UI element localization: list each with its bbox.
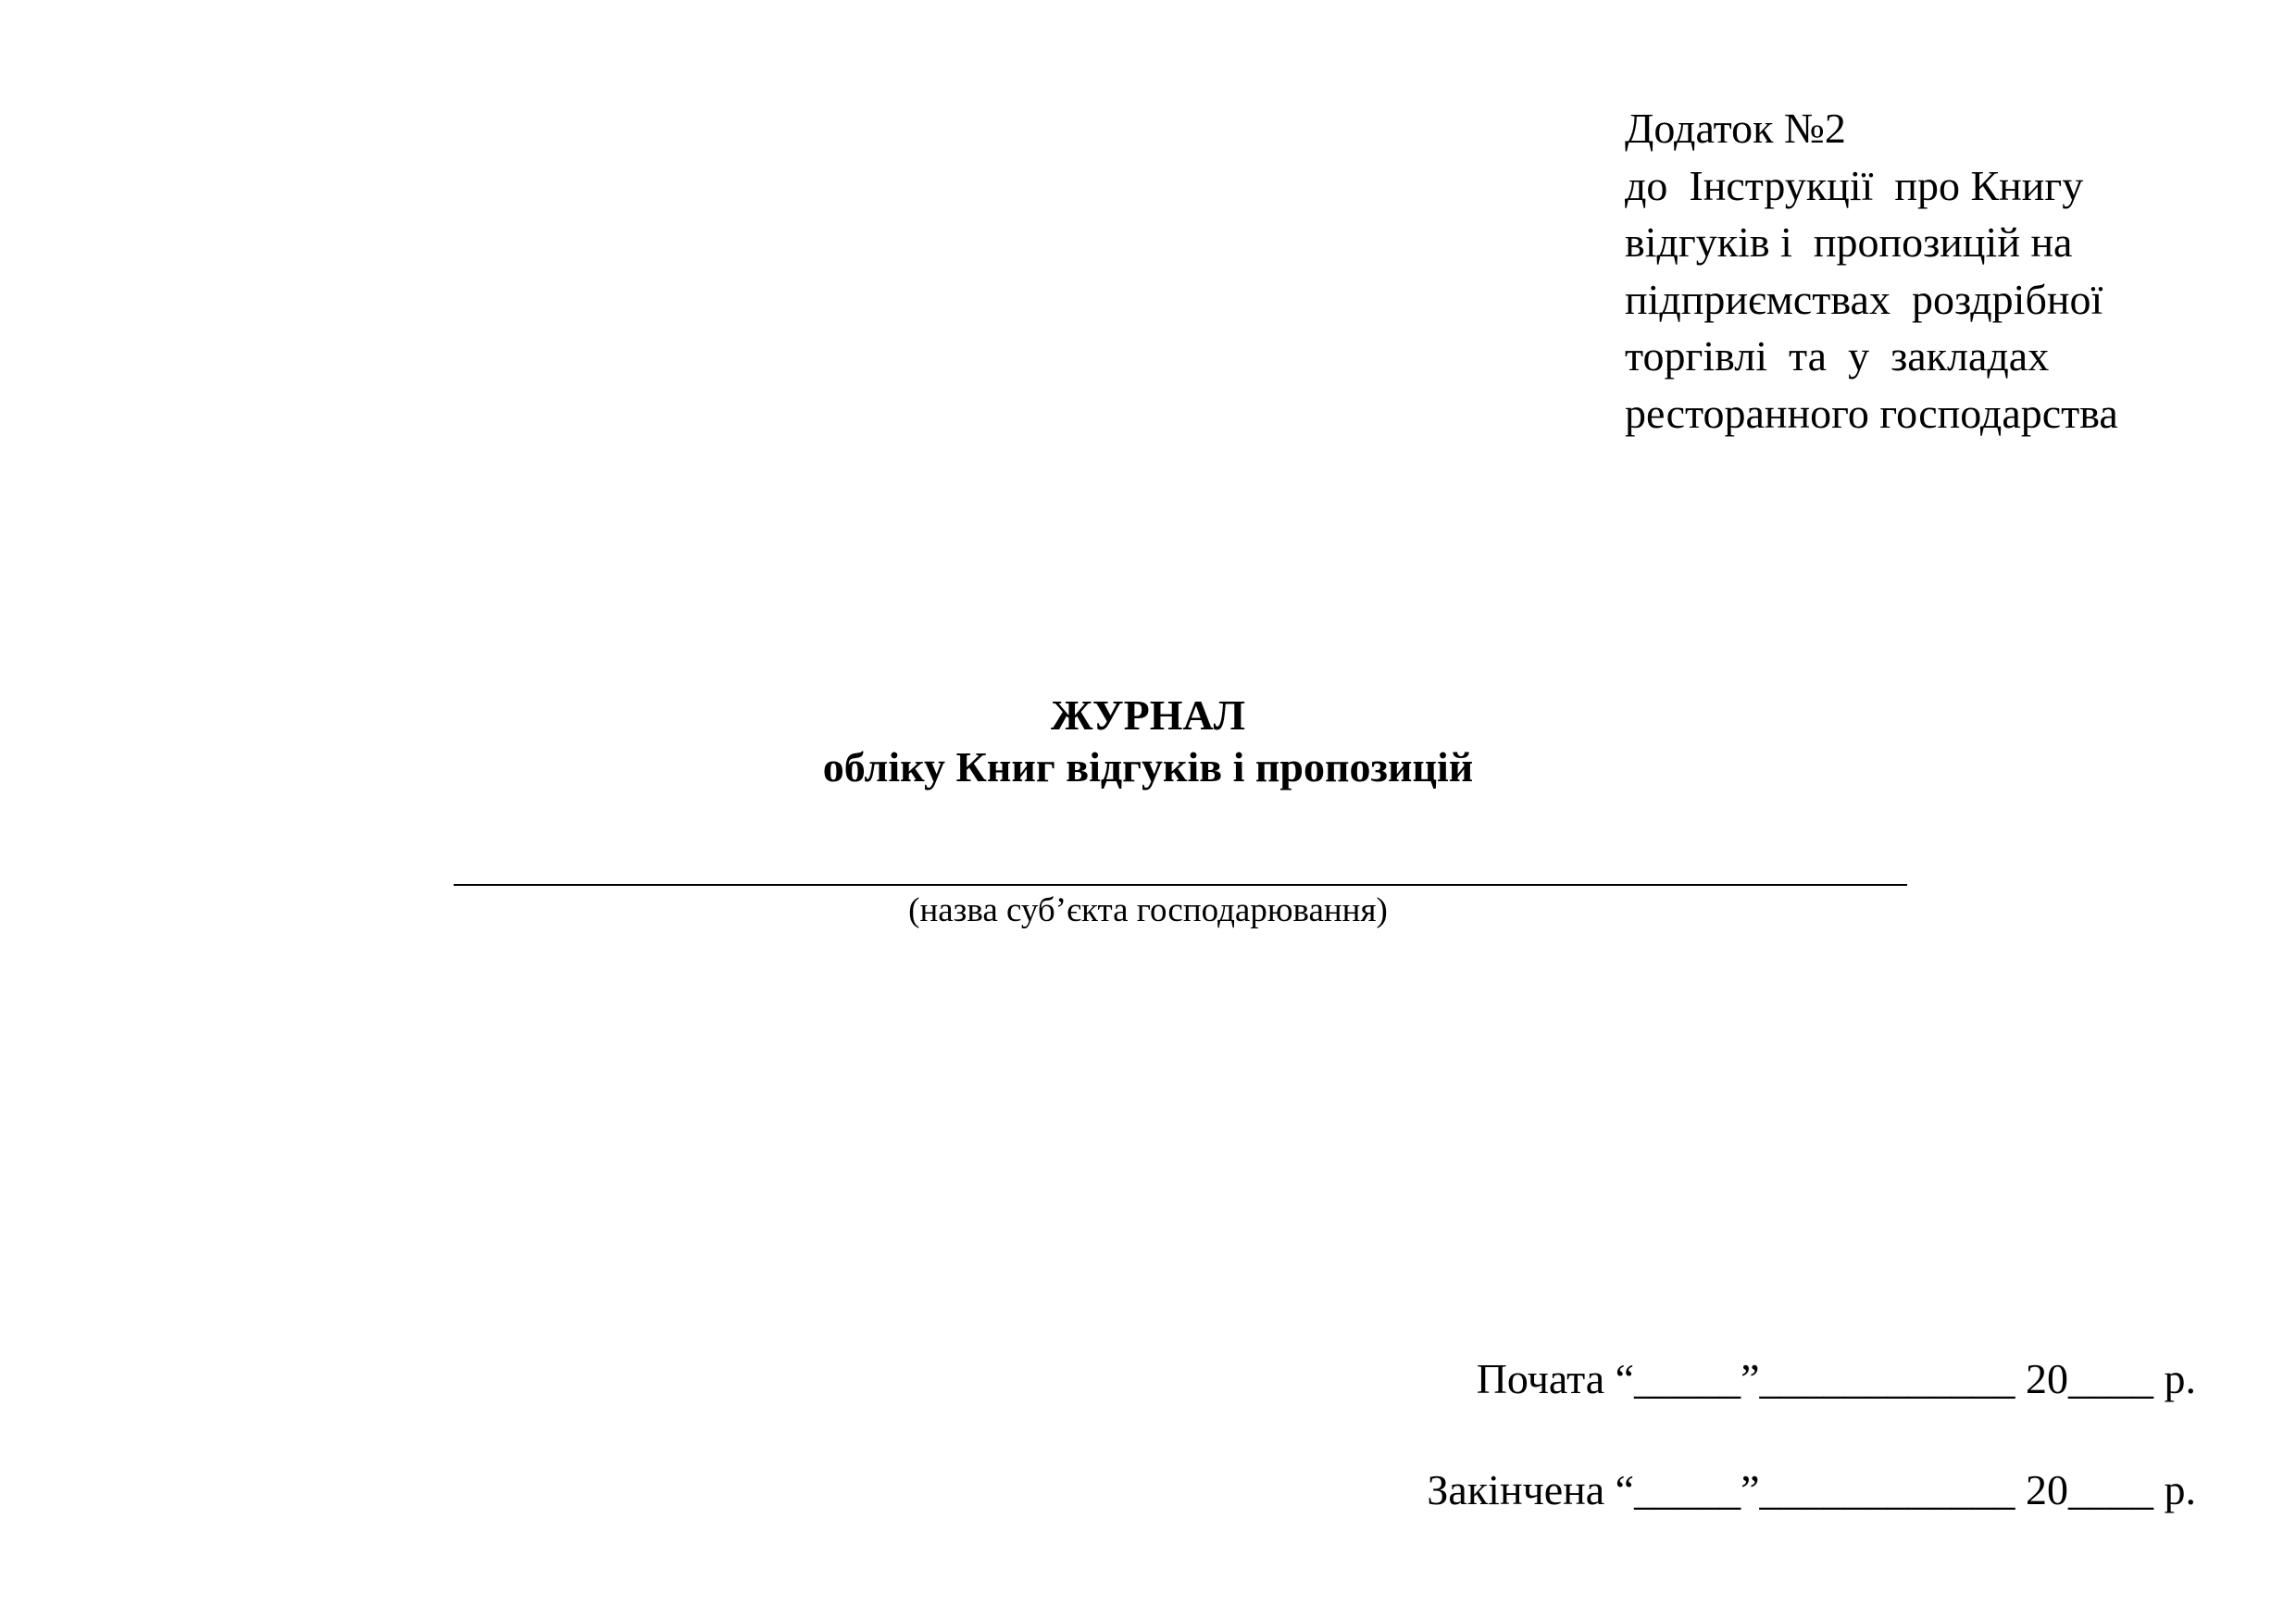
appendix-line-number: Додаток №2 — [1625, 105, 1846, 152]
entity-name-caption: (назва суб’єкта господарювання) — [908, 891, 1388, 929]
entity-name-blank — [454, 884, 1907, 886]
appendix-line-trade: торгівлі та у закладах — [1625, 332, 2050, 380]
appendix-line-feedback: відгуків і пропозицій на — [1625, 218, 2073, 266]
appendix-line-restaurant: ресторанного господарства — [1625, 389, 2118, 437]
document-title — [0, 690, 2296, 793]
appendix-line-enterprises: підприємствах роздрібної — [1625, 275, 2103, 323]
end-date-line: Закінчена “_____”____________ 20____ р. — [1427, 1466, 2196, 1513]
title-heading: ЖУРНАЛ — [1051, 691, 1245, 739]
start-date-line: Почата “_____”____________ 20____ р. — [1476, 1355, 2196, 1402]
appendix-line-instruction: до Інструкції про Книгу — [1625, 161, 2084, 209]
appendix-note — [1625, 100, 2254, 442]
title-subheading: обліку Книг відгуків і пропозицій — [822, 743, 1474, 790]
